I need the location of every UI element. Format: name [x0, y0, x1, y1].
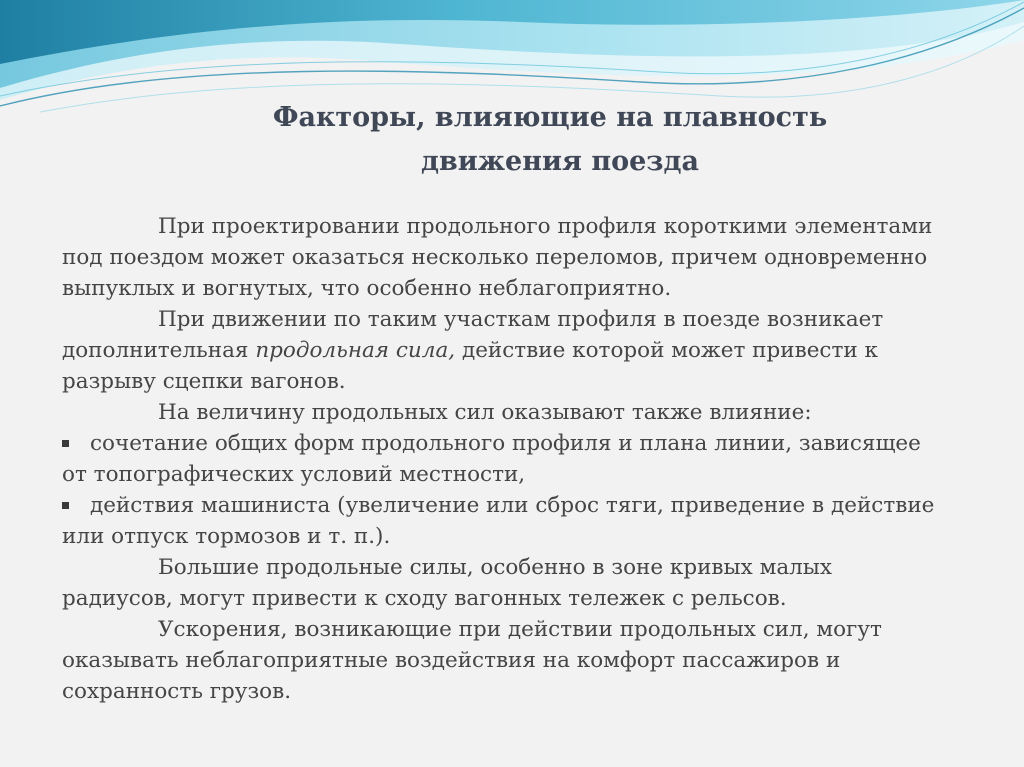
text-line: При движении по таким участкам профиля в поезде возникает	[158, 307, 884, 332]
bullet-item-1	[62, 428, 982, 490]
bullet-item-2	[62, 490, 982, 552]
italic-term: продольная сила,	[255, 338, 456, 363]
text-segment: дополнительная	[62, 338, 256, 363]
text-line: под поездом может оказаться несколько переломов, причем одновременно	[62, 245, 928, 270]
text-line: оказывать неблагоприятные воздействия на комфорт пассажиров и	[62, 648, 841, 673]
text-line: сохранность грузов.	[62, 679, 292, 704]
text-line: На величину продольных сил оказывают также влияние:	[158, 400, 812, 425]
paragraph-3	[62, 397, 982, 428]
title-line-2: движения поезда	[420, 146, 700, 177]
text-line: радиусов, могут привести к сходу вагонных тележек с рельсов.	[62, 586, 787, 611]
paragraph-5	[62, 614, 982, 707]
text-line: действия машиниста (увеличение или сброс тяги, приведение в действие	[90, 493, 935, 518]
text-line: от топографических условий местности,	[62, 462, 526, 487]
title-line-1: Факторы, влияющие на плавность	[272, 102, 828, 133]
paragraph-2	[62, 304, 982, 397]
text-segment: действие которой может привести к	[455, 338, 878, 363]
text-line	[62, 335, 982, 366]
text-line: или отпуск тормозов и т. п.).	[62, 524, 391, 549]
square-bullet-icon	[62, 440, 69, 447]
paragraph-1	[62, 211, 982, 304]
text-line: выпуклых и вогнутых, что особенно неблагоприятно.	[62, 276, 672, 301]
paragraph-4	[62, 552, 982, 614]
text-line: разрыву сцепки вагонов.	[62, 369, 346, 394]
square-bullet-icon	[62, 502, 69, 509]
text-line: При проектировании продольного профиля короткими элементами	[158, 214, 933, 239]
text-line: Ускорения, возникающие при действии продольных сил, могут	[158, 617, 882, 642]
text-line: Большие продольные силы, особенно в зоне кривых малых	[158, 555, 833, 580]
text-line: сочетание общих форм продольного профиля и плана линии, зависящее	[90, 431, 921, 456]
slide-title	[150, 96, 950, 184]
slide-body	[62, 211, 982, 707]
